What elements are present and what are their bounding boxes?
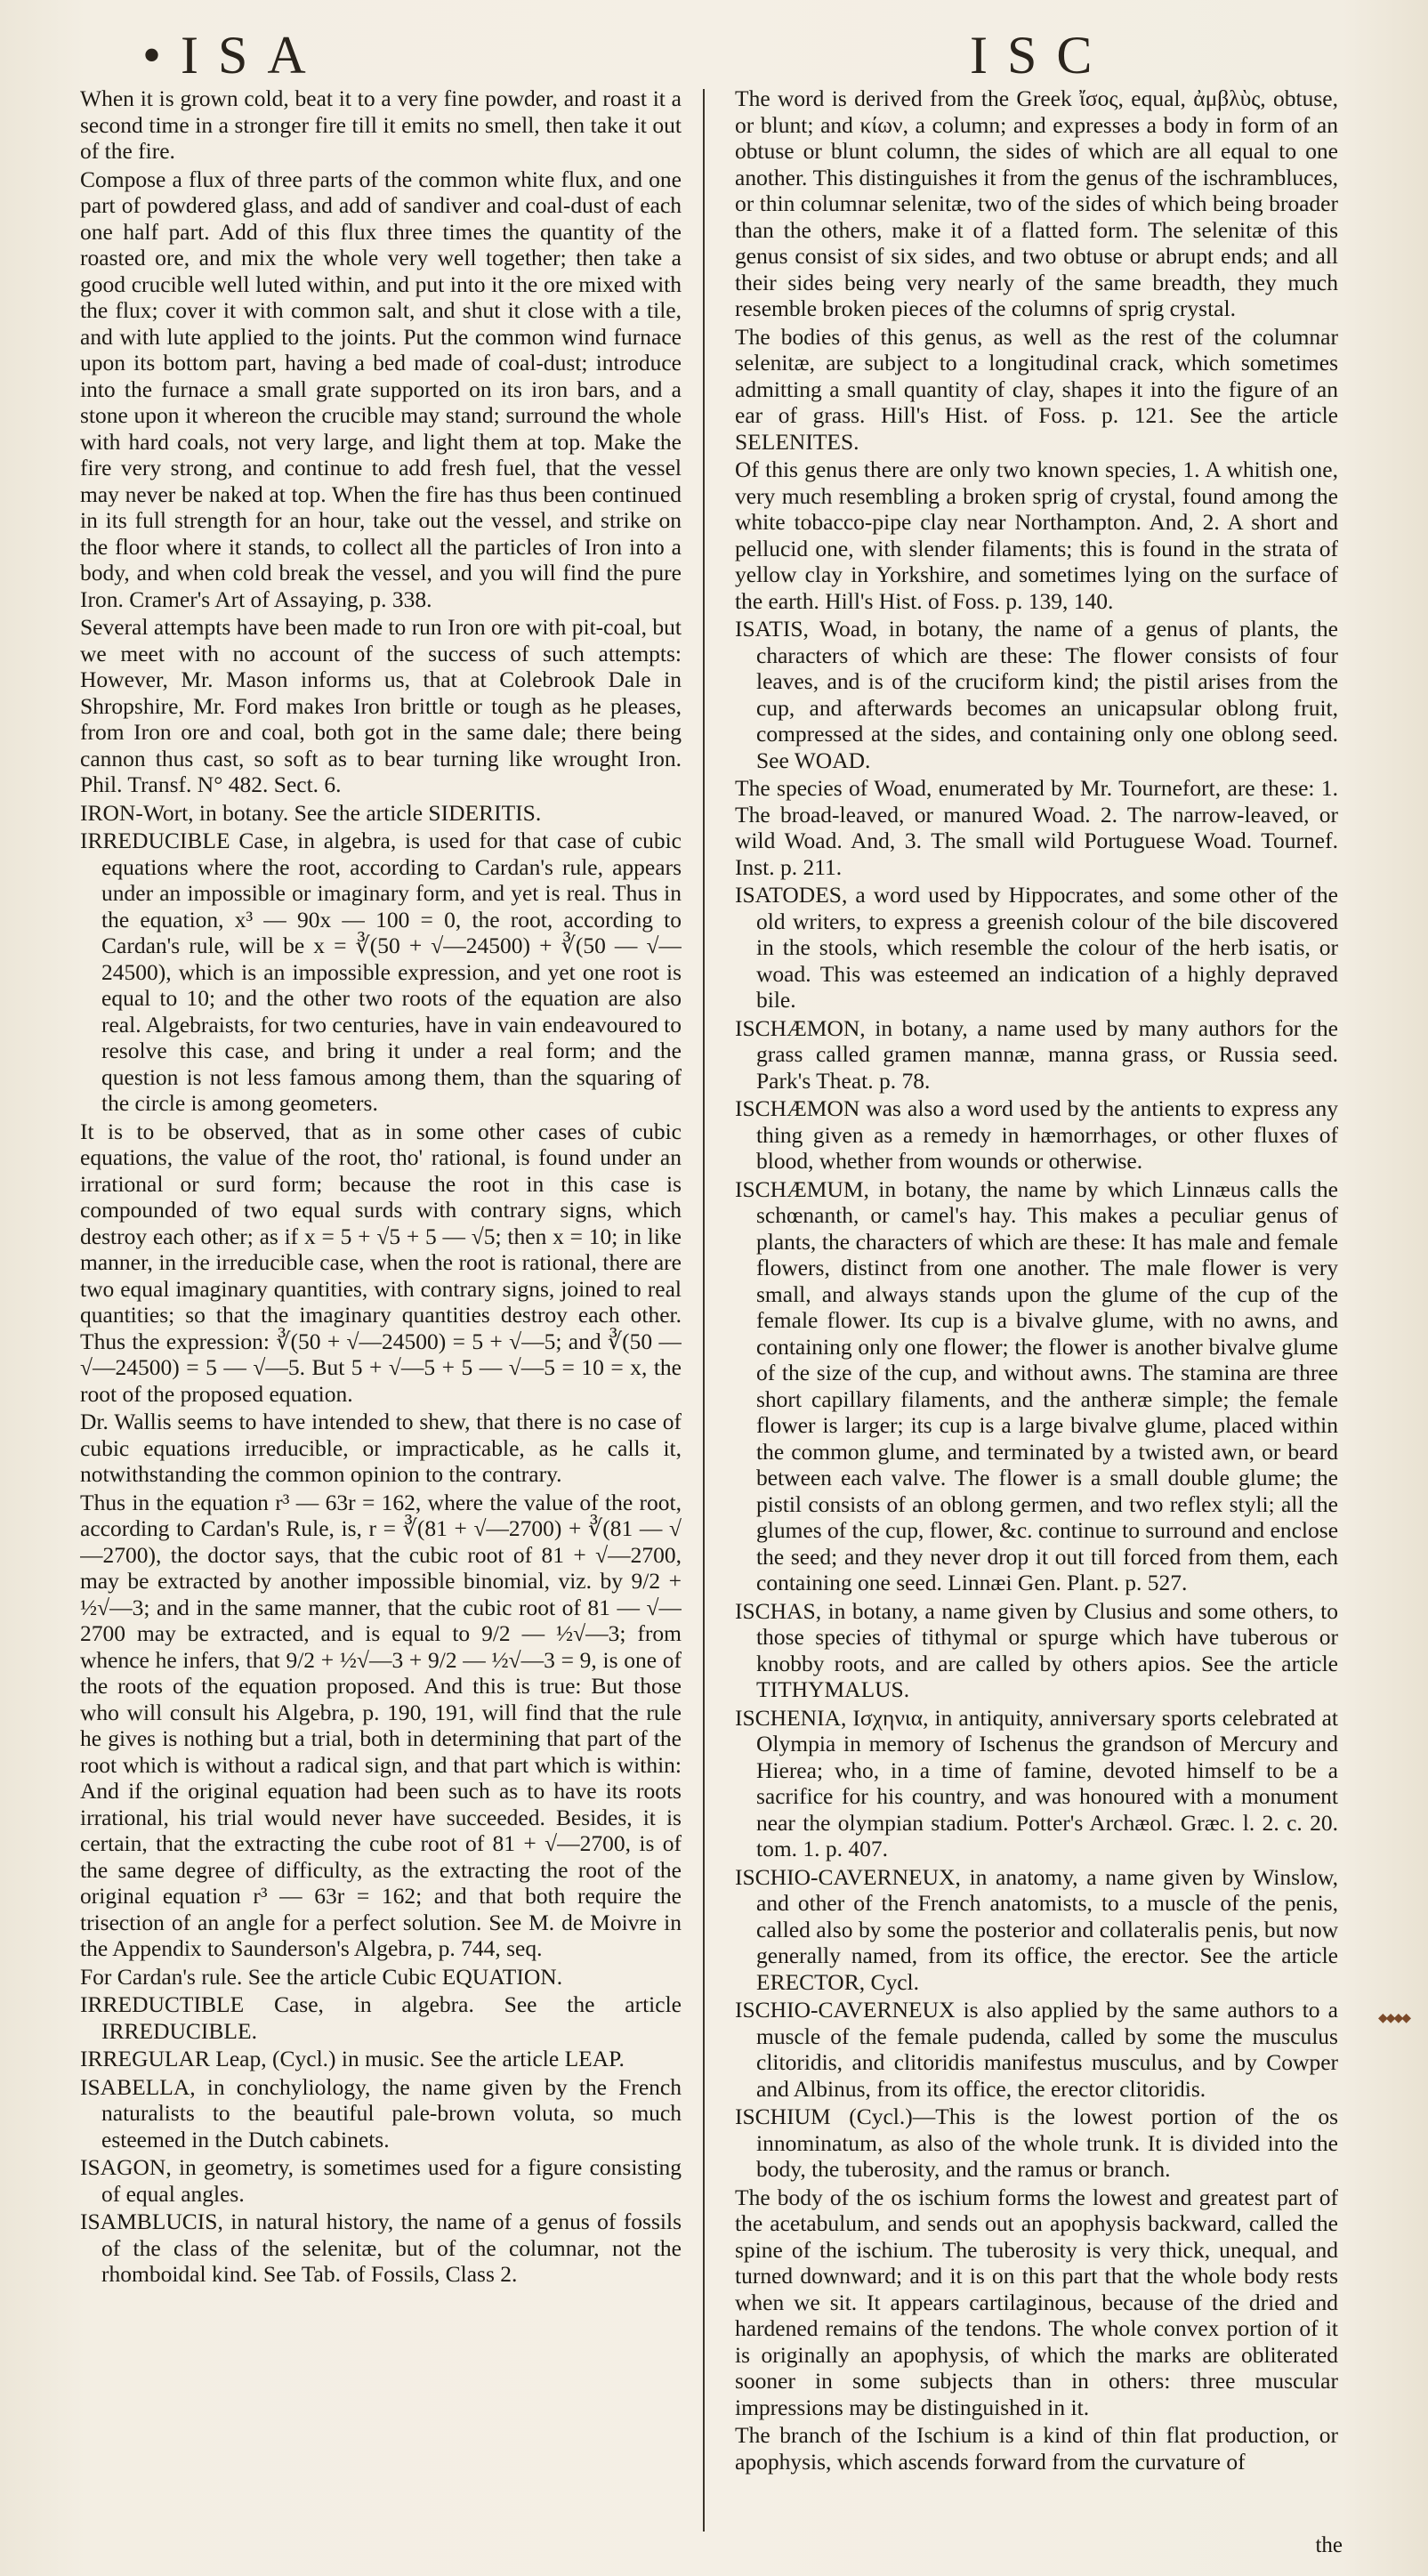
entry-irreductible-case: IRREDUCTIBLE Case, in algebra. See the article IRREDUCIBLE. — [80, 1991, 682, 2044]
entry-ischaemon-remedy: ISCHÆMON was also a word used by the antients to express any thing given as a remedy in hæmorrhages, or other fluxes of blood, whether from wounds or otherwise. — [735, 1095, 1338, 1174]
entry-isabella: ISABELLA, in conchyliology, the name given by the French naturalists to the beautiful pale-brown voluta, so much esteemed in the Dutch cabinets. — [80, 2073, 682, 2152]
entry-isatis: ISATIS, Woad, in botany, the name of a genus of plants, the characters of which are these: The flower consists of four leaves, and is of the cruciform kind; the pistil arises from the cup, and afterwards becomes an unicapsular oblong fruit, compressed at the sides, and containing only one oblong seed. See WOAD. — [735, 616, 1338, 773]
paragraph: The branch of the Ischium is a kind of thin flat production, or apophysis, which ascends forward from the curvature of — [735, 2422, 1338, 2475]
paragraph: Several attempts have been made to run Iron ore with pit-coal, but we meet with no account of the success of such attempts: However, Mr. Mason informs us, that at Colebrook Dale in Shropshire, Mr. Ford makes Iron brittle or tough as he pleases, from Iron ore and coal, both got in the same dale; there being cannon thus cast, so soft as to bear turning like wrought Iron. Phil. Transf. N° 482. Sect. 6. — [80, 614, 682, 797]
entry-ischas: ISCHAS, in botany, a name given by Clusius and some others, to those species of tithymal or spurge which have tuberous or knobby roots, and are called by others apios. See the article TITHYMALUS. — [735, 1597, 1338, 1702]
entry-isatodes: ISATODES, a word used by Hippocrates, and some other of the old writers, to express a greenish colour of the bile discovered in the stools, which resemble the colour of the herb isatis, or woad. This was esteemed an indication of a highly depraved bile. — [735, 882, 1338, 1013]
paragraph: It is to be observed, that as in some other cases of cubic equations, the value of the root, tho' rational, is found under an irrational or surd form; because the root in this case is compounded of two equal surds with contrary signs, which destroy each other; as if x = 5 + √5 + 5 — √5; then x = 10; in like manner, in the irreducible case, when the root is rational, there are two equal imaginary quantities, with contrary signs, joined to real quantities; so that the imaginary quantities destroy each other. Thus the expression: ∛(50 + √—24500) = 5 + √—5; and ∛(50 — √—24500) = 5 — √—5. But 5 + √—5 + 5 — √—5 = 10 = x, the root of the proposed equation. — [80, 1118, 682, 1407]
entry-ischium: ISCHIUM (Cycl.)—This is the lowest portion of the os innominatum, as also of the whole trunk. It is divided into the body, the tuberosity, and the ramus or branch. — [735, 2104, 1338, 2182]
paragraph: The species of Woad, enumerated by Mr. Tournefort, are these: 1. The broad-leaved, or manured Woad. 2. The narrow-leaved, or wild Woad. And, 3. The small wild Portuguese Woad. Tournef. Inst. p. 211. — [735, 775, 1338, 880]
entry-ischio-caverneux: ISCHIO-CAVERNEUX, in anatomy, a name given by Winslow, and other of the French anatomists, to a muscle of the penis, called also by some the posterior and collateralis penis, but now generally named, from its office, the erector. See the article ERECTOR, Cycl. — [735, 1863, 1338, 1995]
entry-irreducible-case: IRREDUCIBLE Case, in algebra, is used for that case of cubic equations where the root, according to Cardan's rule, appears under an impossible or imaginary form, and yet is real. Thus in the equation, x³ — 90x — 100 = 0, the root, according to Cardan's rule, will be x = ∛(50 + √—24500) + ∛(50 — √—24500), which is an impossible expression, and yet one root is equal to 10; and the other two roots of the equation are also real. Algebraists, for two centuries, have in vain endeavoured to resolve this case, and bring it under a real form; and the question is not less famous among them, than the squaring of the circle is among geometers. — [80, 828, 682, 1116]
paragraph: The body of the os ischium forms the lowest and greatest part of the acetabulum, and sends out an apophysis backward, called the spine of the ischium. The tuberosity is very thick, unequal, and turned downward; and it is on this part that the whole body rests when we sit. It appears cartilaginous, because of the dried and hardened remains of the tendons. The whole convex portion of it is originally an apophysis, of which the marks are obliterated sooner in some subjects than in others: three muscular impressions may be distinguished in it. — [735, 2184, 1338, 2420]
entry-ischio-caverneux-female: ISCHIO-CAVERNEUX is also applied by the same authors to a muscle of the female pudenda, called by some the musculus clitoridis, and clitoridis manifestus musculus, and by Cowper and Albinus, from its office, the erector clitoridis. — [735, 1997, 1338, 2102]
paragraph: When it is grown cold, beat it to a very fine powder, and roast it a second time in a stronger fire till it emits no smell, then take it out of the fire. — [80, 85, 682, 164]
paragraph: The bodies of this genus, as well as the rest of the columnar selenitæ, are subject to a longitudinal crack, which sometimes admitting a small quantity of clay, shapes it into the figure of an ear of grass. Hill's Hist. of Foss. p. 121. See the article SELENITES. — [735, 323, 1338, 455]
column-rule — [703, 89, 705, 2532]
paragraph: Of this genus there are only two known species, 1. A whitish one, very much resembling a broken sprig of crystal, found among the white tobacco-pipe clay near Northampton. And, 2. A short and pellucid one, with slender filaments; this is found in the strata of yellow clay in Yorkshire, and sometimes lying on the surface of the earth. Hill's Hist. of Foss. p. 139, 140. — [735, 456, 1338, 614]
page-edge-mark: ◆◆◆◆ — [1378, 2012, 1410, 2025]
running-head-right: ISC — [970, 26, 1112, 85]
entry-ischenia: ISCHENIA, Ισχηνια, in antiquity, anniversary sports celebrated at Olympia in memory of Ischenus the grandson of Mercury and Hierea; who, in a time of famine, devoted himself to be a sacrifice for his country, and was honoured with a monument near the olympian stadium. Potter's Archæol. Græc. l. 2. c. 20. tom. 1. p. 407. — [735, 1704, 1338, 1861]
paragraph: For Cardan's rule. See the article Cubic EQUATION. — [80, 1963, 563, 1990]
entry-irregular-leap: IRREGULAR Leap, (Cycl.) in music. See the article LEAP. — [80, 2046, 625, 2071]
entry-iron-wort: IRON-Wort, in botany. See the article SIDERITIS. — [80, 799, 542, 826]
paragraph: The word is derived from the Greek ἴσος, equal, ἀμβλὺς, obtuse, or blunt; and κίων, a column; and expresses a body in form of an obtuse or blunt column, the sides of which are all equal to one another. This distinguishes it from the genus of the ischrambluces, or thin columnar selenitæ, two of the sides of which being broader than the others, make it of a flatted form. The selenitæ of this genus consist of six sides, and two obtuse or abrupt ends; and all their sides being very nearly of the same breadth, they much resemble broken pieces of the columns of sprig crystal. — [735, 85, 1338, 321]
paragraph: Dr. Wallis seems to have intended to shew, that there is no case of cubic equations irreducible, or impracticable, as he calls it, notwithstanding the common opinion to the contrary. — [80, 1409, 682, 1487]
entry-isamblucis: ISAMBLUCIS, in natural history, the name of a genus of fossils of the class of the selenitæ, but of the columnar, not the rhomboidal kind. See Tab. of Fossils, Class 2. — [80, 2209, 682, 2287]
paragraph: Compose a flux of three parts of the common white flux, and one part of powdered glass, and add of sandiver and coal-dust of each one half part. Add of this flux three times the quantity of the roasted ore, and mix the whole very well together; then take a good crucible well luted within, and put into it the ore mixed with the flux; cover it with common salt, and shut it close with a tile, and with lute applied to the joints. Put the common wind furnace upon its bottom part, having a bed made of coal-dust; introduce into the furnace a small grate supported on its iron bars, and a stone upon it whereon the crucible may stand; surround the whole with hard coals, not very large, and light them at top. Make the fire very strong, and continue to add fresh fuel, that the vessel may never be naked at top. When the fire has thus been continued in its full strength for an hour, take out the vessel, and strike on the floor where it stands, to collect all the particles of Iron into a body, and when cold break the vessel, and you will find the pure Iron. Cramer's Art of Assaying, p. 338. — [80, 166, 682, 612]
left-column — [80, 85, 682, 2514]
paragraph: Thus in the equation r³ — 63r = 162, where the value of the root, according to Cardan's Rule, is, r = ∛(81 + √—2700) + ∛(81 — √—2700), the doctor says, that the cubic root of 81 + √—2700, may be extracted by another impossible binomial, viz. by 9/2 + ½√—3; and in the same manner, that the cubic root of 81 — √—2700 may be extracted, and is equal to 9/2 — ½√—3; from whence he infers, that 9/2 + ½√—3 + 9/2 — ½√—3 = 9, is one of the roots of the equation proposed. And this is true: But those who will consult his Algebra, p. 190, 191, will find that the rule he gives is nothing but a trial, both in determining that part of the root which is without a radical sign, and that part which is within: And if the original equation had been such as to have its roots irrational, his trial would never have succeeded. Besides, it is certain, that the extracting the cube root of 81 + √—2700, is of the same degree of difficulty, as the extracting the root of the original equation r³ — 63r = 162; and that both require the trisection of an angle for a perfect solution. See M. de Moivre in the Appendix to Saunderson's Algebra, p. 744, seq. — [80, 1489, 682, 1961]
right-column — [735, 85, 1338, 2514]
entry-ischaemum: ISCHÆMUM, in botany, the name by which Linnæus calls the schœnanth, or camel's hay. This makes a peculiar genus of plants, the characters of which are these: It has male and female flowers, distinct from one another. The male flower is very small, and always stands upon the glume of the cup of the female flower. Its cup is a bivalve glume, with no awns, and containing only one flower; the flower is another bivalve glume of the size of the cup, and without awns. The stamina are three short capillary filaments, and the antheræ simple; the female flower is larger; its cup is a large bivalve glume, placed within the common glume, and terminated by a twisted awn, or beard between each valve. The flower is a small double glume; the pistil consists of an oblong germen, and two reflex styli; all the glumes of the cup, flower, &c. continue to surround and enclose the seed; and they never drop it out till forced from them, each containing one seed. Linnæi Gen. Plant. p. 527. — [735, 1175, 1338, 1595]
entry-ischaemon: ISCHÆMON, in botany, a name used by many authors for the grass called gramen mannæ, manna grass, or Russia seed. Park's Theat. p. 78. — [735, 1014, 1338, 1094]
catchword: the — [1315, 2533, 1343, 2557]
running-head-left: •ISA — [142, 26, 326, 85]
entry-isagon: ISAGON, in geometry, is sometimes used for a figure consisting of equal angles. — [80, 2154, 682, 2207]
